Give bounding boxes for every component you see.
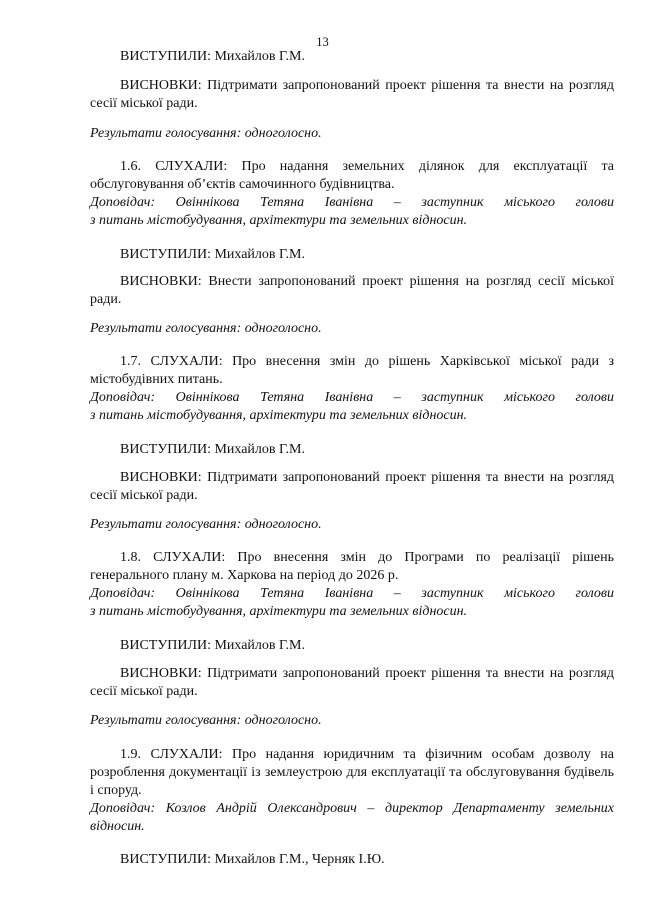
reporter-line: з питань містобудування, архітектури та земельних відносин. <box>90 408 468 423</box>
heard-paragraph-1-9: 1.9. СЛУХАЛИ: Про надання юридичним та фізичним особам дозволу на розроблення документації із землеустрою для експлуатації та обслуговування будівель і споруд. <box>90 747 614 798</box>
reporter-line: Доповідач: Овіннікова Тетяна Іванівна – заступник міського голови <box>90 586 614 601</box>
speakers-paragraph: ВИСТУПИЛИ: Михайлов Г.М. <box>120 247 305 262</box>
reporter-paragraph <box>90 194 614 230</box>
conclusion-paragraph: ВИСНОВКИ: Внести запропонований проект рішення на розгляд сесії міської ради. <box>90 274 614 307</box>
reporter-line: з питань містобудування, архітектури та земельних відносин. <box>90 213 468 228</box>
speakers-paragraph: ВИСТУПИЛИ: Михайлов Г.М. <box>120 442 305 457</box>
reporter-paragraph <box>90 585 614 621</box>
reporter-paragraph <box>90 389 614 425</box>
conclusion-paragraph: ВИСНОВКИ: Підтримати запропонований проект рішення та внести на розгляд сесії міської ради. <box>90 666 614 699</box>
voting-result: Результати голосування: одноголосно. <box>90 321 322 336</box>
page-number: 13 <box>316 35 329 49</box>
speakers-paragraph: ВИСТУПИЛИ: Михайлов Г.М. <box>120 49 305 64</box>
reporter-line: з питань містобудування, архітектури та земельних відносин. <box>90 604 468 619</box>
voting-result: Результати голосування: одноголосно. <box>90 713 322 728</box>
conclusion-paragraph: ВИСНОВКИ: Підтримати запропонований проект рішення та внести на розгляд сесії міської ради. <box>90 78 614 111</box>
reporter-line: Доповідач: Овіннікова Тетяна Іванівна – заступник міського голови <box>90 390 614 405</box>
reporter-line: Доповідач: Овіннікова Тетяна Іванівна – заступник міського голови <box>90 195 614 210</box>
conclusion-paragraph: ВИСНОВКИ: Підтримати запропонований проект рішення та внести на розгляд сесії міської ради. <box>90 470 614 503</box>
heard-paragraph-1-8: 1.8. СЛУХАЛИ: Про внесення змін до Програми по реалізації рішень генерального плану м. Харкова на період до 2026 р. <box>90 550 614 583</box>
speakers-paragraph: ВИСТУПИЛИ: Михайлов Г.М. <box>120 638 305 653</box>
reporter-line: відносин. <box>90 819 145 834</box>
heard-paragraph-1-7: 1.7. СЛУХАЛИ: Про внесення змін до рішень Харківської міської ради з містобудівних питань. <box>90 354 614 387</box>
reporter-line: Доповідач: Козлов Андрій Олександрович – директор Департаменту земельних <box>90 801 614 816</box>
voting-result: Результати голосування: одноголосно. <box>90 126 322 141</box>
reporter-paragraph <box>90 800 614 836</box>
speakers-paragraph: ВИСТУПИЛИ: Михайлов Г.М., Черняк І.Ю. <box>120 852 385 867</box>
heard-paragraph-1-6: 1.6. СЛУХАЛИ: Про надання земельних ділянок для експлуатації та обслуговування об’єктів самочинного будівництва. <box>90 159 614 192</box>
voting-result: Результати голосування: одноголосно. <box>90 517 322 532</box>
